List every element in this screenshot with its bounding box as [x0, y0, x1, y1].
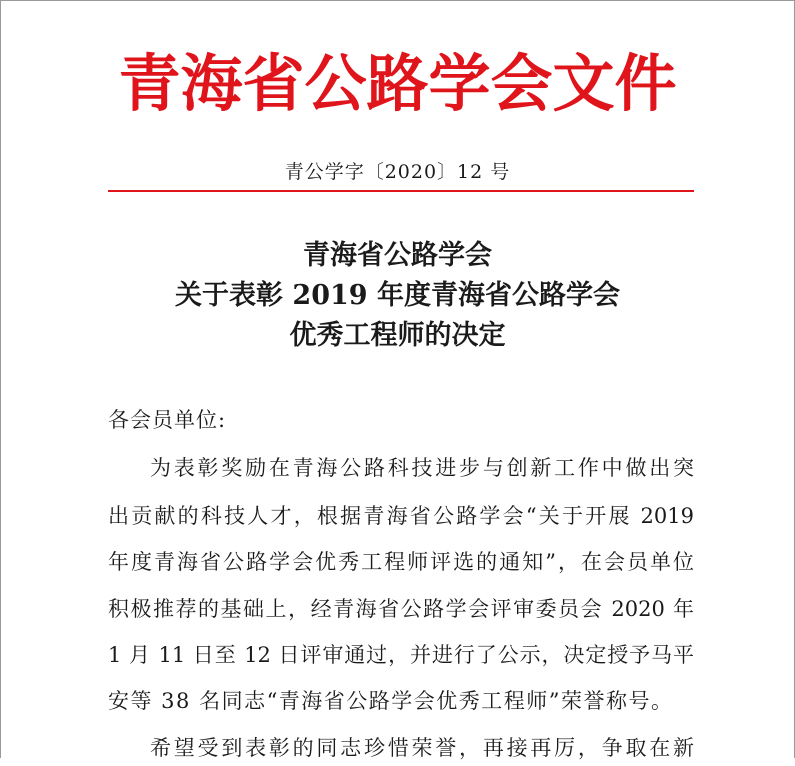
- document-number: 青公学字〔2020〕12 号: [284, 161, 511, 183]
- red-divider-rule: [108, 190, 694, 192]
- document-title: [0, 236, 795, 356]
- salutation: 各会员单位:: [108, 408, 227, 432]
- body-line-1: 为表彰奖励在青海公路科技进步与创新工作中做出突: [150, 456, 694, 480]
- body-line-6: 安等 38 名同志“青海省公路学会优秀工程师”荣誉称号。: [108, 689, 674, 713]
- body-line-3: 年度青海省公路学会优秀工程师评选的通知”，在会员单位: [108, 550, 694, 574]
- body-line-2: 出贡献的科技人才，根据青海省公路学会“关于开展 2019: [108, 504, 694, 528]
- document-header-title: 青海省公路学会文件: [118, 47, 677, 120]
- body-line-5: 1 月 11 日至 12 日评审通过，并进行了公示，决定授予马平: [108, 643, 694, 667]
- body-line-4: 积极推荐的基础上，经青海省公路学会评审委员会 2020 年: [108, 597, 694, 621]
- body-line-7: 希望受到表彰的同志珍惜荣誉，再接再厉，争取在新: [150, 736, 694, 760]
- title-line-1: 青海省公路学会: [303, 240, 492, 271]
- title-line-2: 关于表彰 2019 年度青海省公路学会: [175, 280, 620, 311]
- title-line-3: 优秀工程师的决定: [289, 320, 506, 351]
